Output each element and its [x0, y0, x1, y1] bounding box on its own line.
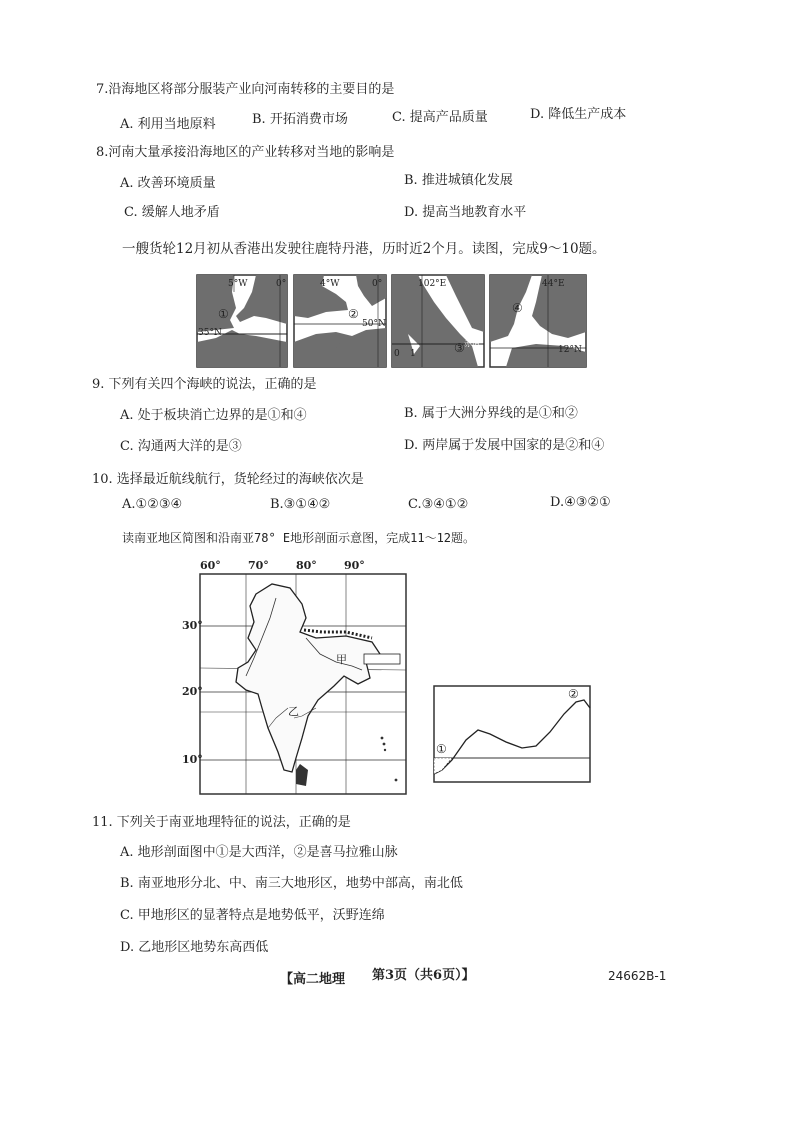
lat-label-20: 20°: [182, 685, 203, 698]
q10-option-d: D.④③②①: [550, 495, 611, 510]
q9-option-d: D. 两岸属于发展中国家的是②和④: [404, 438, 605, 453]
footer-title: 【高二地理: [280, 972, 346, 987]
terrain-profile: [432, 684, 592, 784]
q11-option-b: B. 南亚地形分北、中、南三大地形区，地势中部高，南北低: [120, 876, 463, 891]
q11-option-a: A. 地形剖面图中①是大西洋，②是喜马拉雅山脉: [120, 845, 398, 860]
strait-map-4-marker: ④: [512, 301, 523, 315]
south-asia-map-svg: [196, 558, 410, 798]
strait-map-2-marker: ②: [348, 307, 359, 321]
q11-option-c: C. 甲地形区的显著特点是地势低平，沃野连绵: [120, 908, 385, 923]
strait-map-3-label-0: 0: [394, 349, 400, 359]
strait-map-1-marker: ①: [218, 307, 229, 321]
intro-9-10: 一艘货轮12月初从香港出发驶往鹿特丹港，历时近2个月。读图，完成9～10题。: [122, 241, 606, 257]
region-jia: 甲: [336, 653, 347, 666]
q8-option-a: A. 改善环境质量: [120, 176, 216, 191]
profile-marker-1: ①: [436, 742, 447, 756]
region-yi: 乙: [288, 705, 299, 718]
q10-option-c: C.③④①②: [408, 497, 469, 512]
strait-map-2-lon: 4°W: [320, 279, 340, 289]
strait-map-3-label-1: 1: [410, 349, 416, 359]
q8-option-b: B. 推进城镇化发展: [404, 173, 513, 188]
intro-11-12: 读南亚地区简图和沿南亚78° E地形剖面示意图，完成11～12题。: [122, 531, 476, 545]
strait-map-3-equator: 赤道: [464, 339, 480, 348]
q7-option-b: B. 开拓消费市场: [252, 112, 348, 127]
south-asia-map: [182, 558, 410, 798]
q7-option-a: A. 利用当地原料: [120, 117, 216, 132]
strait-map-4-lon: 44°E: [542, 279, 565, 289]
q7-option-d: D. 降低生产成本: [530, 107, 627, 122]
q7-option-c: C. 提高产品质量: [392, 110, 488, 125]
strait-map-3-lon: 102°E: [418, 279, 447, 289]
strait-map-1-lon: 5°W: [228, 279, 248, 289]
q11-stem: 11. 下列关于南亚地理特征的说法，正确的是: [92, 815, 351, 830]
lon-label-80: 80°: [296, 559, 317, 572]
strait-map-2-lon2: 0°: [372, 279, 383, 289]
lon-label-60: 60°: [200, 559, 221, 572]
q8-option-d: D. 提高当地教育水平: [404, 205, 527, 220]
strait-map-1-lon2: 0°: [276, 279, 287, 289]
lon-label-90: 90°: [344, 559, 365, 572]
footer-page: 第3页（共6页）】: [372, 968, 475, 983]
lat-label-30: 30°: [182, 619, 203, 632]
strait-map-3-marker: ③: [454, 341, 465, 355]
q9-option-c: C. 沟通两大洋的是③: [120, 439, 242, 454]
q7-stem: 7.沿海地区将部分服装产业向河南转移的主要目的是: [96, 82, 395, 97]
q8-stem: 8.河南大量承接沿海地区的产业转移对当地的影响是: [96, 145, 395, 160]
strait-map-2-lat: 50°N: [362, 319, 386, 329]
lon-label-70: 70°: [248, 559, 269, 572]
strait-maps: [196, 272, 588, 370]
q11-option-d: D. 乙地形区地势东高西低: [120, 940, 269, 955]
strait-maps-svg: [196, 272, 588, 370]
q9-option-a: A. 处于板块消亡边界的是①和④: [120, 408, 307, 423]
q9-option-b: B. 属于大洲分界线的是①和②: [404, 406, 578, 421]
strait-map-1-lat: 35°N: [198, 328, 222, 338]
strait-map-4-lat: 12°N: [558, 345, 582, 355]
q8-option-c: C. 缓解人地矛盾: [124, 205, 220, 220]
lat-label-10: 10°: [182, 753, 203, 766]
q9-stem: 9. 下列有关四个海峡的说法，正确的是: [92, 377, 317, 392]
profile-marker-2: ②: [568, 687, 579, 701]
q10-option-a: A.①②③④: [122, 497, 183, 512]
q10-stem: 10. 选择最近航线航行，货轮经过的海峡依次是: [92, 472, 364, 487]
q10-option-b: B.③①④②: [270, 497, 331, 512]
footer-code: 24662B-1: [608, 969, 667, 983]
